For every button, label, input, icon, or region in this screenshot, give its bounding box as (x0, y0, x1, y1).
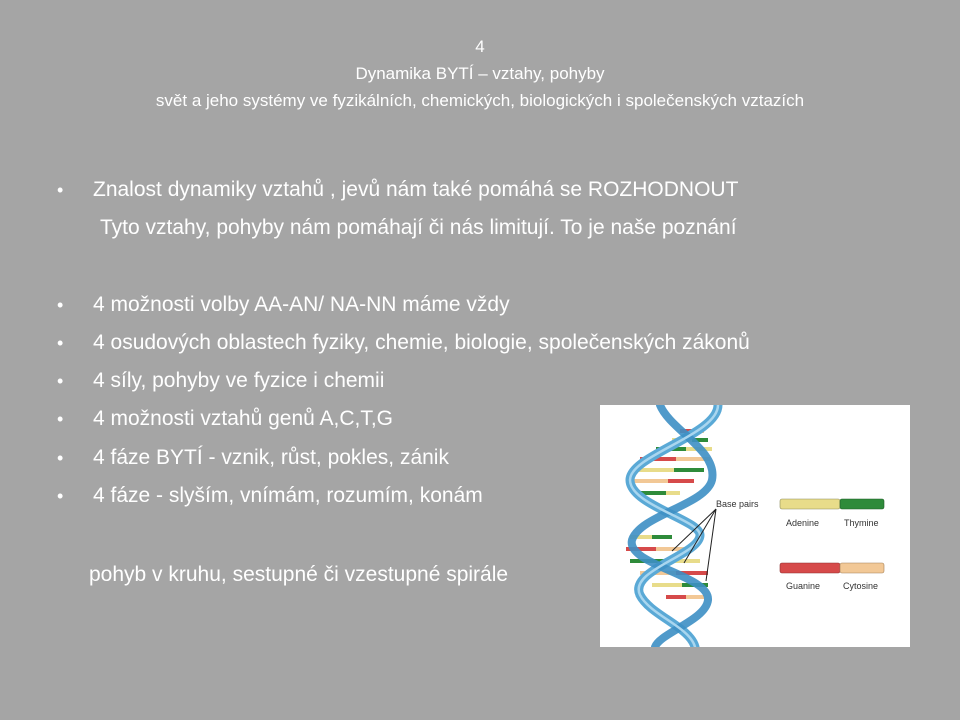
bullet-item-forces: 4 síly, pohyby ve fyzice i chemii (93, 369, 385, 392)
footer-statement: pohyb v kruhu, sestupné či vzestupné spirále (89, 563, 509, 586)
bullet-marker: • (57, 486, 64, 506)
bullet-marker: • (57, 409, 64, 429)
bullet-item-knowledge-continued: Tyto vztahy, pohyby nám pomáhají či nás limitují. To je naše poznání (100, 216, 737, 239)
cytosine-bar (840, 563, 884, 573)
bullet-marker: • (57, 180, 64, 200)
bullet-marker: • (57, 448, 64, 468)
base-pair-rung (674, 468, 704, 472)
title-subheading: svět a jeho systémy ve fyzikálních, chemických, biologických i společenských vztazích (155, 91, 805, 110)
bullet-item-phases-being: 4 fáze BYTÍ - vznik, růst, pokles, zánik (93, 446, 449, 469)
bullet-marker: • (57, 371, 64, 391)
title-heading: Dynamika BYTÍ – vztahy, pohyby (355, 64, 605, 83)
bullet-marker: • (57, 295, 64, 315)
title-number: 4 (475, 37, 485, 56)
bullet-item-knowledge: Znalost dynamiky vztahů , jevů nám také pomáhá se ROZHODNOUT (93, 178, 739, 201)
base-pair-rung (668, 479, 694, 483)
base-pair-rung (666, 491, 680, 495)
base-pair-rung (686, 595, 704, 599)
cytosine-label: Cytosine (843, 581, 879, 591)
base-pair-rung (652, 535, 672, 539)
guanine-bar (780, 563, 840, 573)
base-pair-rung (666, 595, 686, 599)
slide-title (0, 33, 960, 114)
base-pair-rung (632, 479, 668, 483)
bullet-item-genes: 4 možnosti vztahů genů A,C,T,G (93, 407, 393, 430)
guanine-label: Guanine (786, 581, 821, 591)
bullet-marker: • (57, 333, 64, 353)
base-pair-rung (652, 583, 682, 587)
adenine-label: Adenine (786, 518, 820, 528)
bullet-item-phases-perception: 4 fáze - slyším, vnímám, rozumím, konám (93, 484, 483, 507)
bullet-item-choices: 4 možnosti volby AA-AN/ NA-NN máme vždy (93, 293, 510, 316)
dna-figure (600, 405, 910, 647)
thymine-label: Thymine (844, 518, 879, 528)
dna-illustration (600, 405, 910, 647)
bullet-item-areas: 4 osudových oblastech fyziky, chemie, biologie, společenských zákonů (93, 331, 750, 354)
adenine-bar (780, 499, 840, 509)
base-pairs-label: Base pairs (716, 499, 759, 509)
thymine-bar (840, 499, 884, 509)
